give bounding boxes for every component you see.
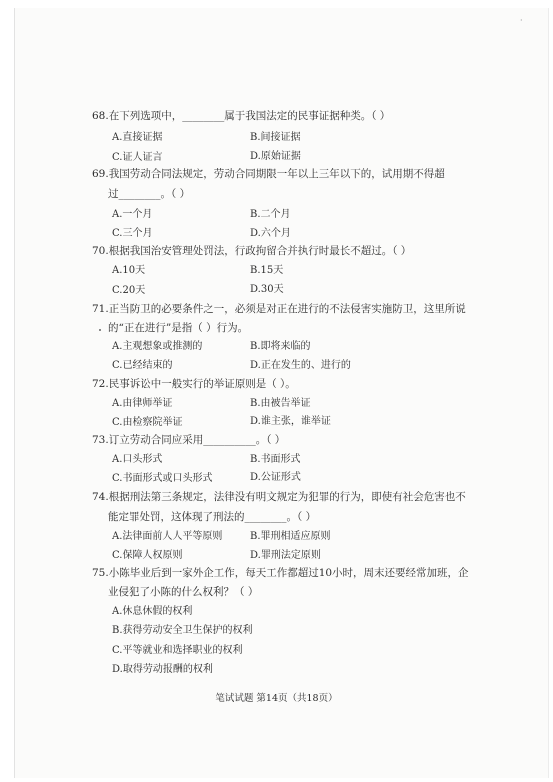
question-72-option-b: B.由被告举证 xyxy=(250,398,311,409)
scan-dot xyxy=(99,329,101,331)
question-72-option-c: C.由检察院举证 xyxy=(112,417,183,428)
question-74-option-b: B.罪刑相适应原则 xyxy=(250,531,331,542)
question-73-option-b: B.书面形式 xyxy=(250,454,301,465)
question-74-stem: 74.根据刑法第三条规定，法律没有明文规定为犯罪的行为，即使有社会危害也不 xyxy=(92,491,466,503)
question-70-option-a: A.10天 xyxy=(112,265,146,276)
question-68-option-a: A.直接证据 xyxy=(112,132,163,143)
question-71-stem: 71.正当防卫的必要条件之一，必须是对正在进行的不法侵害实施防卫，这里所说 xyxy=(92,303,466,315)
question-75-option-d: D.取得劳动报酬的权利 xyxy=(112,664,213,675)
question-74-option-a: A.法律面前人人平等原则 xyxy=(112,531,223,542)
question-75-stem: 75.小陈毕业后到一家外企工作，每天工作都超过10小时，周末还要经常加班，企 xyxy=(92,567,469,579)
exam-page xyxy=(14,8,549,778)
question-70-stem: 70.根据我国治安管理处罚法，行政拘留合并执行时最长不超过。（ ） xyxy=(92,245,412,257)
question-72-option-d: D.谁主张，谁举证 xyxy=(250,416,331,427)
question-74-option-d: D.罪刑法定原则 xyxy=(250,550,321,561)
question-69-stem-line2: 过________。（ ） xyxy=(108,188,191,200)
question-74-stem-line2: 能定罪处罚，这体现了刑法的________。（ ） xyxy=(108,511,317,523)
question-71-option-b: B.即将来临的 xyxy=(250,341,311,352)
question-71-stem-line2: 的“正在进行”是指（ ）行为。 xyxy=(108,322,249,334)
question-71-option-a: A.主观想象或推测的 xyxy=(112,341,203,352)
question-69-option-a: A.一个月 xyxy=(112,209,153,220)
question-72-option-a: A.由律师举证 xyxy=(112,398,173,409)
question-75-option-b: B.获得劳动安全卫生保护的权利 xyxy=(112,625,253,636)
question-73-option-c: C.书面形式或口头形式 xyxy=(112,473,213,484)
question-70-option-d: D.30天 xyxy=(250,284,284,295)
question-70-option-c: C.20天 xyxy=(112,285,146,296)
question-70-option-b: B.15天 xyxy=(250,265,284,276)
page-footer: 笔试试题 第14页（共18页） xyxy=(215,693,338,704)
question-72-stem: 72.民事诉讼中一般实行的举证原则是（ ）。 xyxy=(92,378,296,390)
question-71-option-d: D.正在发生的、进行的 xyxy=(250,360,351,371)
question-69-stem: 69.我国劳动合同法规定，劳动合同期限一年以上三年以下的，试用期不得超 xyxy=(92,168,445,180)
question-73-option-d: D.公证形式 xyxy=(250,472,301,483)
question-68-option-d: D.原始证据 xyxy=(250,151,301,162)
question-69-option-c: C.三个月 xyxy=(112,228,153,239)
question-69-option-d: D.六个月 xyxy=(250,228,291,239)
scan-speck: · xyxy=(520,16,523,25)
question-71-option-c: C.已经结束的 xyxy=(112,360,173,371)
question-73-option-a: A.口头形式 xyxy=(112,454,163,465)
question-75-option-c: C.平等就业和选择职业的权利 xyxy=(112,645,243,656)
question-75-stem-line2: 业侵犯了小陈的什么权利？（ ） xyxy=(108,586,259,598)
question-68-option-c: C.证人证言 xyxy=(112,152,163,163)
question-73-stem: 73.订立劳动合同应采用__________。（ ） xyxy=(92,434,286,446)
question-68-option-b: B.间接证据 xyxy=(250,132,301,143)
question-69-option-b: B.二个月 xyxy=(250,209,291,220)
question-74-option-c: C.保障人权原则 xyxy=(112,550,183,561)
question-75-option-a: A.休息休假的权利 xyxy=(112,606,193,617)
question-68-stem: 68.在下列选项中，________属于我国法定的民事证据种类。（ ） xyxy=(92,110,391,122)
